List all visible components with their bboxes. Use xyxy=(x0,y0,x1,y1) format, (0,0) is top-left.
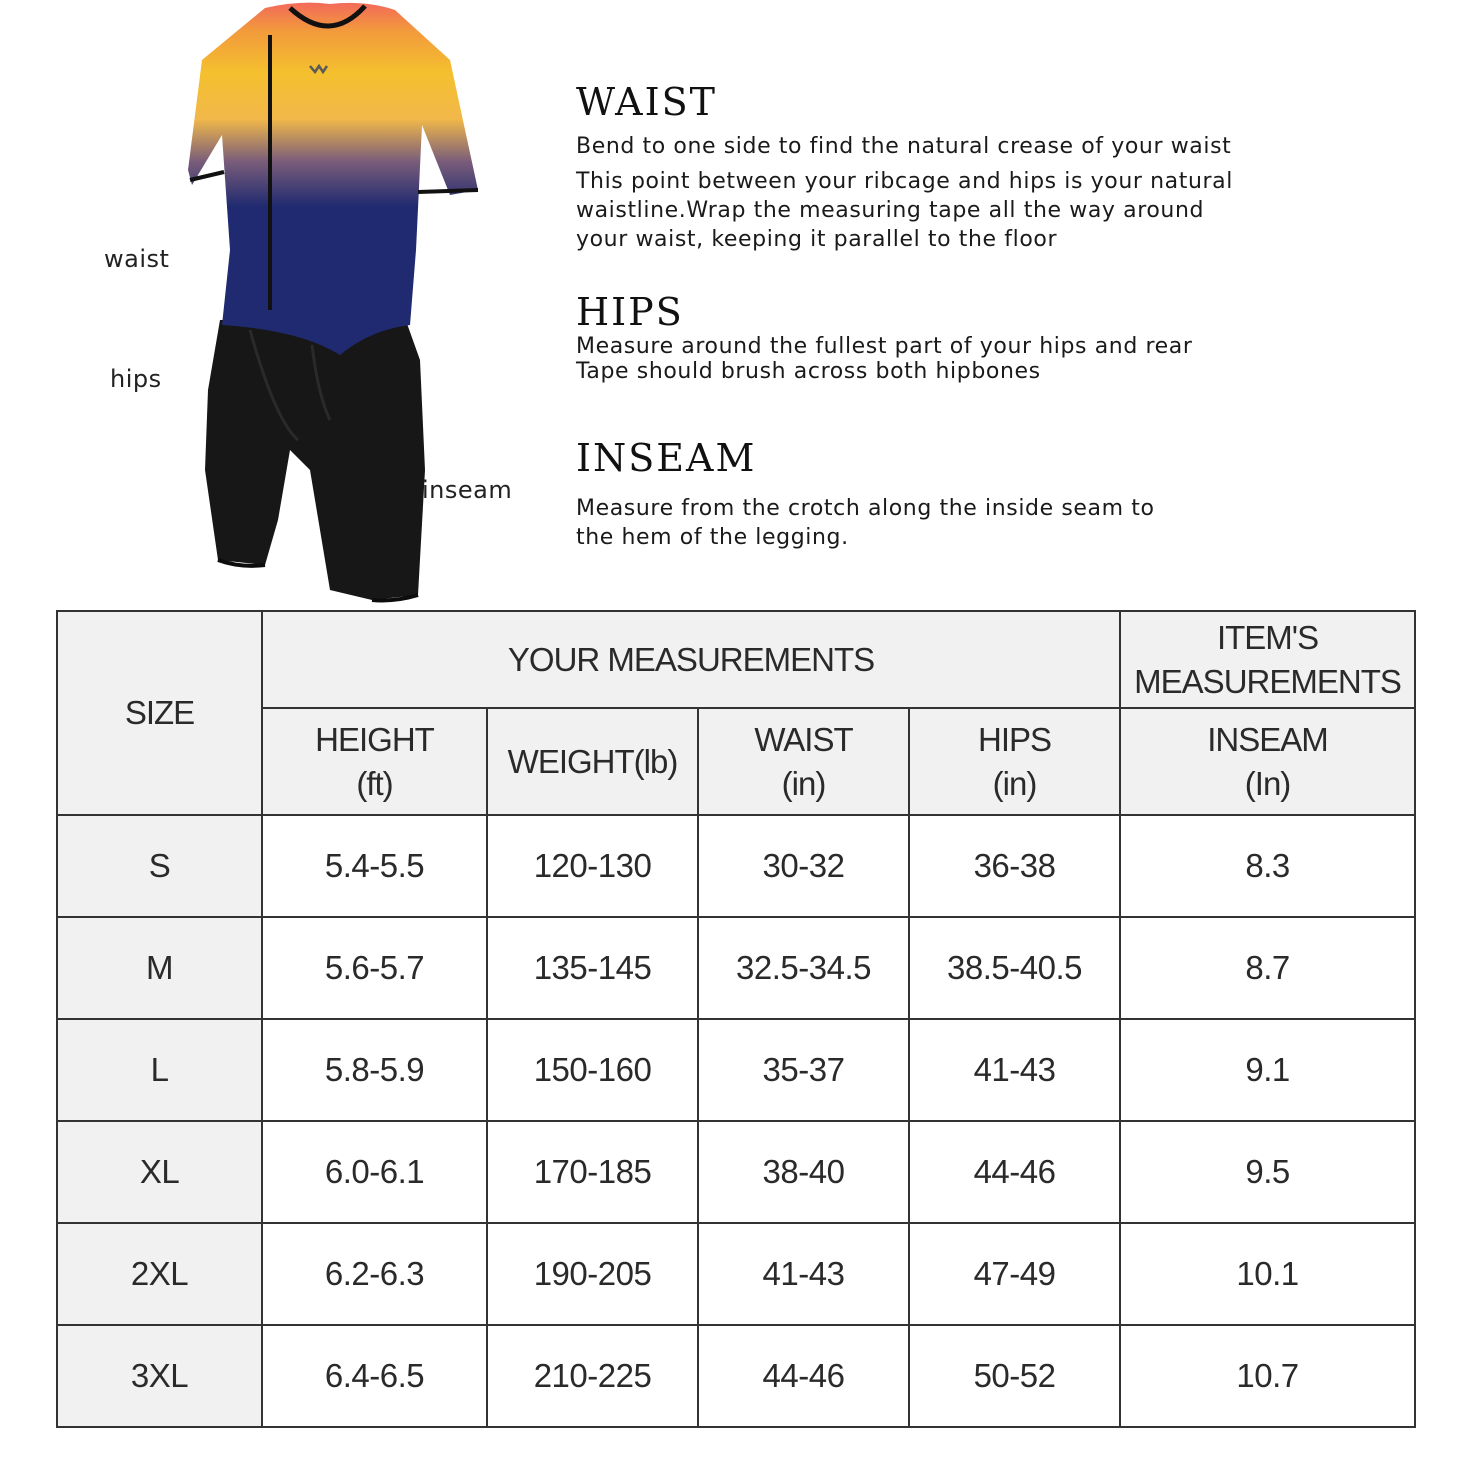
waist-cell: 38-40 xyxy=(698,1121,909,1223)
size-cell: M xyxy=(57,917,262,1019)
table-row xyxy=(57,815,1415,917)
height-cell: 6.4-6.5 xyxy=(262,1325,487,1427)
weight-cell: 120-130 xyxy=(487,815,698,917)
waist-cell: 35-37 xyxy=(698,1019,909,1121)
waist-header-unit: (in) xyxy=(781,764,826,802)
table-row xyxy=(57,917,1415,1019)
hips-cell: 41-43 xyxy=(909,1019,1120,1121)
height-cell: 5.8-5.9 xyxy=(262,1019,487,1121)
weight-cell: 150-160 xyxy=(487,1019,698,1121)
inseam-guide-title: INSEAM xyxy=(576,436,757,480)
height-cell: 6.2-6.3 xyxy=(262,1223,487,1325)
waist-guide-title: WAIST xyxy=(576,80,717,124)
items-measurements-line: ITEM'S xyxy=(1216,618,1319,656)
table-row xyxy=(57,1325,1415,1427)
size-chart-table xyxy=(56,610,1416,1428)
height-cell: 5.4-5.5 xyxy=(262,815,487,917)
size-cell: 3XL xyxy=(57,1325,262,1427)
hips-header-unit: (in) xyxy=(992,764,1037,802)
inseam-column-header xyxy=(1120,708,1415,815)
table-row xyxy=(57,1019,1415,1121)
inseam-cell: 10.7 xyxy=(1120,1325,1415,1427)
height-header-unit: (ft) xyxy=(356,764,393,802)
waist-guide-line: This point between your ribcage and hips is your natural xyxy=(576,169,1233,194)
height-cell: 6.0-6.1 xyxy=(262,1121,487,1223)
hips-cell: 38.5-40.5 xyxy=(909,917,1120,1019)
size-column-header: SIZE xyxy=(57,611,262,815)
table-row xyxy=(57,1223,1415,1325)
size-cell: S xyxy=(57,815,262,917)
inseam-guide-line: the hem of the legging. xyxy=(576,525,849,550)
waist-guide-line: your waist, keeping it parallel to the floor xyxy=(576,227,1058,252)
height-cell: 5.6-5.7 xyxy=(262,917,487,1019)
hips-cell: 36-38 xyxy=(909,815,1120,917)
suit-top xyxy=(188,3,478,355)
waist-guide xyxy=(576,80,1436,254)
weight-header-label: WEIGHT(lb) xyxy=(507,742,678,780)
waist-column-header xyxy=(698,708,909,815)
trisuit-illustration xyxy=(180,0,490,610)
figure-label-inseam: inseam xyxy=(422,476,513,504)
hips-guide-line: Tape should brush across both hipbones xyxy=(576,359,1041,384)
size-cell: 2XL xyxy=(57,1223,262,1325)
inseam-cell: 9.5 xyxy=(1120,1121,1415,1223)
size-cell: L xyxy=(57,1019,262,1121)
figure-label-hips: hips xyxy=(110,365,162,393)
inseam-header-label: INSEAM xyxy=(1207,720,1328,758)
waist-cell: 32.5-34.5 xyxy=(698,917,909,1019)
hips-cell: 44-46 xyxy=(909,1121,1120,1223)
hips-cell: 50-52 xyxy=(909,1325,1120,1427)
hips-header-label: HIPS xyxy=(978,720,1052,758)
waist-header-label: WAIST xyxy=(754,720,853,758)
height-header-label: HEIGHT xyxy=(315,720,434,758)
weight-cell: 210-225 xyxy=(487,1325,698,1427)
items-measurements-line: MEASUREMENTS xyxy=(1134,662,1401,700)
waist-guide-line: waistline.Wrap the measuring tape all the way around xyxy=(576,198,1205,223)
inseam-cell: 8.7 xyxy=(1120,917,1415,1019)
waist-guide-line: Bend to one side to find the natural crease of your waist xyxy=(576,134,1232,159)
hips-cell: 47-49 xyxy=(909,1223,1120,1325)
inseam-cell: 8.3 xyxy=(1120,815,1415,917)
size-cell: XL xyxy=(57,1121,262,1223)
hips-guide-title: HIPS xyxy=(576,290,684,334)
hips-column-header xyxy=(909,708,1120,815)
inseam-cell: 9.1 xyxy=(1120,1019,1415,1121)
weight-cell: 190-205 xyxy=(487,1223,698,1325)
weight-cell: 135-145 xyxy=(487,917,698,1019)
inseam-guide xyxy=(576,436,1436,552)
waist-cell: 41-43 xyxy=(698,1223,909,1325)
weight-column-header xyxy=(487,708,698,815)
weight-cell: 170-185 xyxy=(487,1121,698,1223)
waist-cell: 44-46 xyxy=(698,1325,909,1427)
inseam-header-unit: (In) xyxy=(1244,764,1291,802)
inseam-cell: 10.1 xyxy=(1120,1223,1415,1325)
waist-cell: 30-32 xyxy=(698,815,909,917)
hips-guide xyxy=(576,290,1436,384)
hips-guide-line: Measure around the fullest part of your hips and rear xyxy=(576,334,1193,359)
height-column-header xyxy=(262,708,487,815)
table-row xyxy=(57,1121,1415,1223)
figure-label-waist: waist xyxy=(104,245,170,273)
items-measurements-header xyxy=(1120,611,1415,708)
inseam-guide-line: Measure from the crotch along the inside seam to xyxy=(576,496,1155,521)
your-measurements-header: YOUR MEASUREMENTS xyxy=(262,611,1120,708)
